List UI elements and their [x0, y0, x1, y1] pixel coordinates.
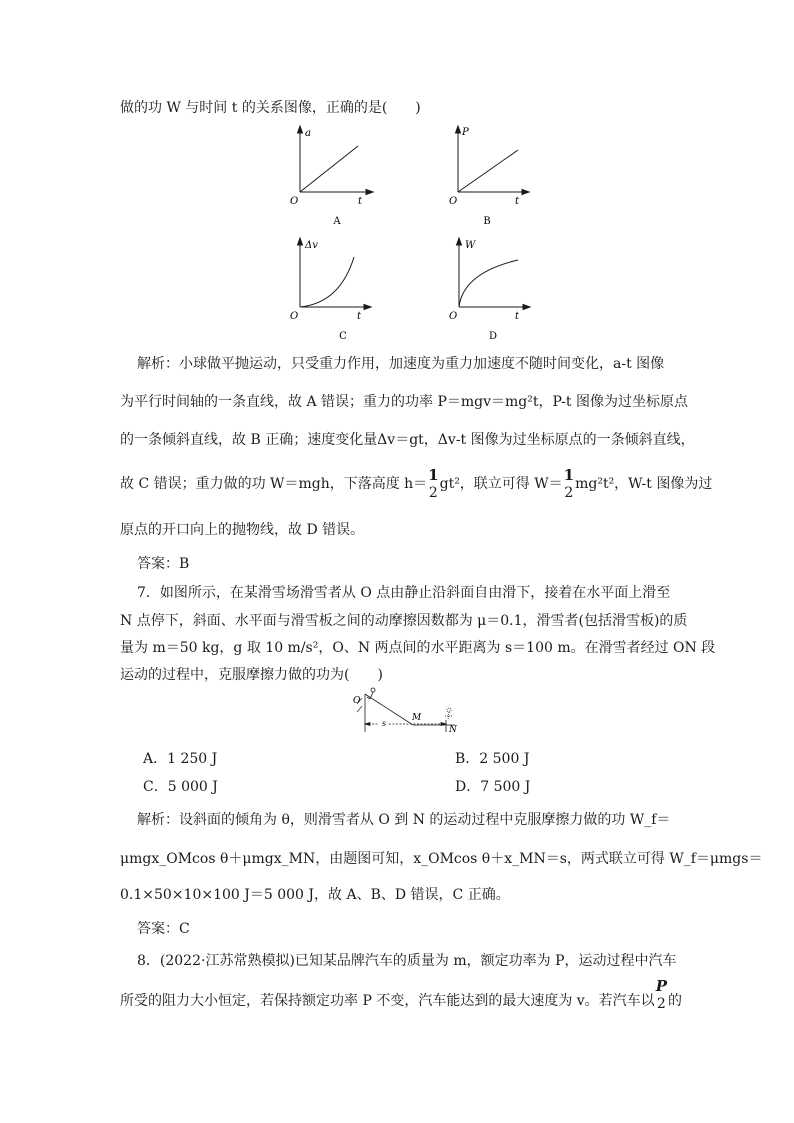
analysis6-line5: 原点的开口向上的抛物线，故 D 错误。	[120, 522, 365, 538]
analysis6-line4-part1: 故 C 错误；重力做的功 W＝mgh，下落高度 h＝	[120, 476, 428, 492]
fraction-half-2-den: 2	[564, 485, 574, 501]
graph-c-ylabel: Δv	[305, 240, 318, 251]
slope-figure	[345, 686, 475, 738]
graph-a	[285, 122, 405, 227]
analysis6-line4-part3: mg²t²，W-t 图像为过	[575, 476, 713, 492]
graph-c-curve	[300, 257, 354, 307]
graph-d-ylabel: W	[465, 240, 476, 251]
graph-b-curve	[458, 150, 518, 192]
q6-stem-tail: 做的功 W 与时间 t 的关系图像，正确的是( )	[120, 100, 421, 116]
option-c: C．5 000 J	[143, 779, 218, 795]
analysis6-line4	[120, 468, 712, 500]
analysis6-line4-part2: gt²，联立可得 W＝	[439, 476, 563, 492]
q7-line4: 运动的过程中，克服摩擦力做的功为( )	[120, 667, 383, 683]
graph-d-curve	[459, 260, 518, 307]
graph-c-label: C	[339, 331, 347, 342]
analysis6-line2: 为平行时间轴的一条直线，故 A 错误；重力的功率 P＝mgv＝mg²t，P-t 图像为过坐标原点	[120, 394, 688, 410]
graph-c-y-arrow	[298, 238, 303, 245]
graph-b-ylabel: P	[462, 127, 469, 138]
q7-line2: N 点停下，斜面、水平面与滑雪板之间的动摩擦因数都为 μ＝0.1，滑雪者(包括滑雪板)的质	[120, 613, 688, 629]
fraction-p-half-num: P	[655, 977, 667, 995]
answer6: 答案：B	[137, 556, 190, 572]
graph-b	[445, 122, 565, 227]
option-d: D．7 500 J	[455, 779, 531, 795]
option-b: B．2 500 J	[455, 751, 530, 767]
graph-a-y-arrow	[298, 126, 303, 133]
answer7: 答案：C	[137, 921, 190, 937]
graph-a-xlabel: t	[358, 196, 363, 207]
fraction-p-half	[656, 979, 667, 1011]
slope-line	[365, 694, 413, 725]
analysis7-line3: 0.1×50×10×100 J＝5 000 J，故 A、B、D 错误，C 正确。	[120, 887, 510, 903]
figure-label-n: N	[449, 725, 457, 735]
option-a: A．1 250 J	[143, 751, 218, 767]
fraction-half-2	[564, 468, 574, 500]
figure-label-o: O	[353, 696, 361, 706]
figure-label-s: s	[382, 719, 387, 728]
q8-line2-text: 所受的阻力大小恒定，若保持额定功率 P 不变，汽车能达到的最大速度为 v。若汽车以	[120, 993, 655, 1009]
skier-body-end	[448, 712, 449, 720]
dimension-arrow-left	[365, 723, 370, 726]
analysis6-line1: 解析：小球做平抛运动，只受重力作用，加速度为重力加速度不随时间变化，a-t 图像	[137, 356, 665, 372]
graph-c-xlabel: t	[357, 311, 362, 322]
graph-d-xlabel: t	[515, 311, 520, 322]
graph-b-label: B	[483, 216, 491, 227]
figure-label-m: M	[412, 713, 422, 723]
q7-line3: 量为 m＝50 kg，g 取 10 m/s²，O、N 两点间的水平距离为 s＝100 m。在滑雪者经过 ON 段	[120, 640, 716, 656]
fraction-half-1	[428, 468, 438, 500]
graph-d-x-arrow	[523, 305, 530, 310]
graph-c-x-arrow	[364, 305, 371, 310]
graph-b-origin: O	[449, 196, 458, 207]
graph-d-origin: O	[449, 311, 458, 322]
graph-b-y-arrow	[456, 126, 461, 133]
q8-line2-tail: 的	[667, 993, 682, 1009]
analysis7-line1: 解析：设斜面的倾角为 θ，则滑雪者从 O 到 N 的运动过程中克服摩擦力做的功 W_f＝	[137, 812, 671, 828]
fraction-half-1-num: 1	[428, 466, 439, 484]
fraction-p-half-den: 2	[656, 996, 666, 1012]
q8-line1: 8．(2022·江苏常熟模拟)已知某品牌汽车的质量为 m，额定功率为 P，运动过程中汽车	[137, 953, 677, 969]
graph-b-xlabel: t	[515, 196, 520, 207]
graph-d-y-arrow	[457, 238, 462, 245]
graph-a-x-arrow	[366, 190, 373, 195]
fraction-half-2-num: 1	[563, 466, 575, 484]
analysis6-line3: 的一条倾斜直线，故 B 正确；速度变化量Δv＝gt，Δv-t 图像为过坐标原点的一条倾斜直线，	[120, 432, 695, 448]
graph-b-x-arrow	[522, 190, 529, 195]
fraction-half-1-den: 2	[428, 485, 438, 501]
graph-c	[285, 233, 405, 343]
graph-a-label: A	[333, 216, 341, 227]
graph-a-curve	[300, 146, 358, 192]
hatch-2	[357, 706, 362, 712]
q8-line2	[120, 977, 682, 1017]
graph-d-label: D	[488, 331, 498, 342]
skier-head-top	[371, 688, 375, 692]
graph-d	[445, 233, 565, 343]
q7-line1: 7．如图所示，在某滑雪场滑雪者从 O 点由静止沿斜面自由滑下，接着在水平面上滑至	[137, 585, 671, 601]
skier-head-end	[447, 708, 451, 712]
graph-a-ylabel: a	[305, 128, 311, 139]
graph-a-origin: O	[290, 196, 299, 207]
graph-c-origin: O	[290, 311, 299, 322]
analysis7-line2: μmgx_OMcos θ＋μmgx_MN，由题图可知，x_OMcos θ＋x_MN＝s，两式联立可得 W_f＝μmgs＝	[120, 851, 763, 867]
